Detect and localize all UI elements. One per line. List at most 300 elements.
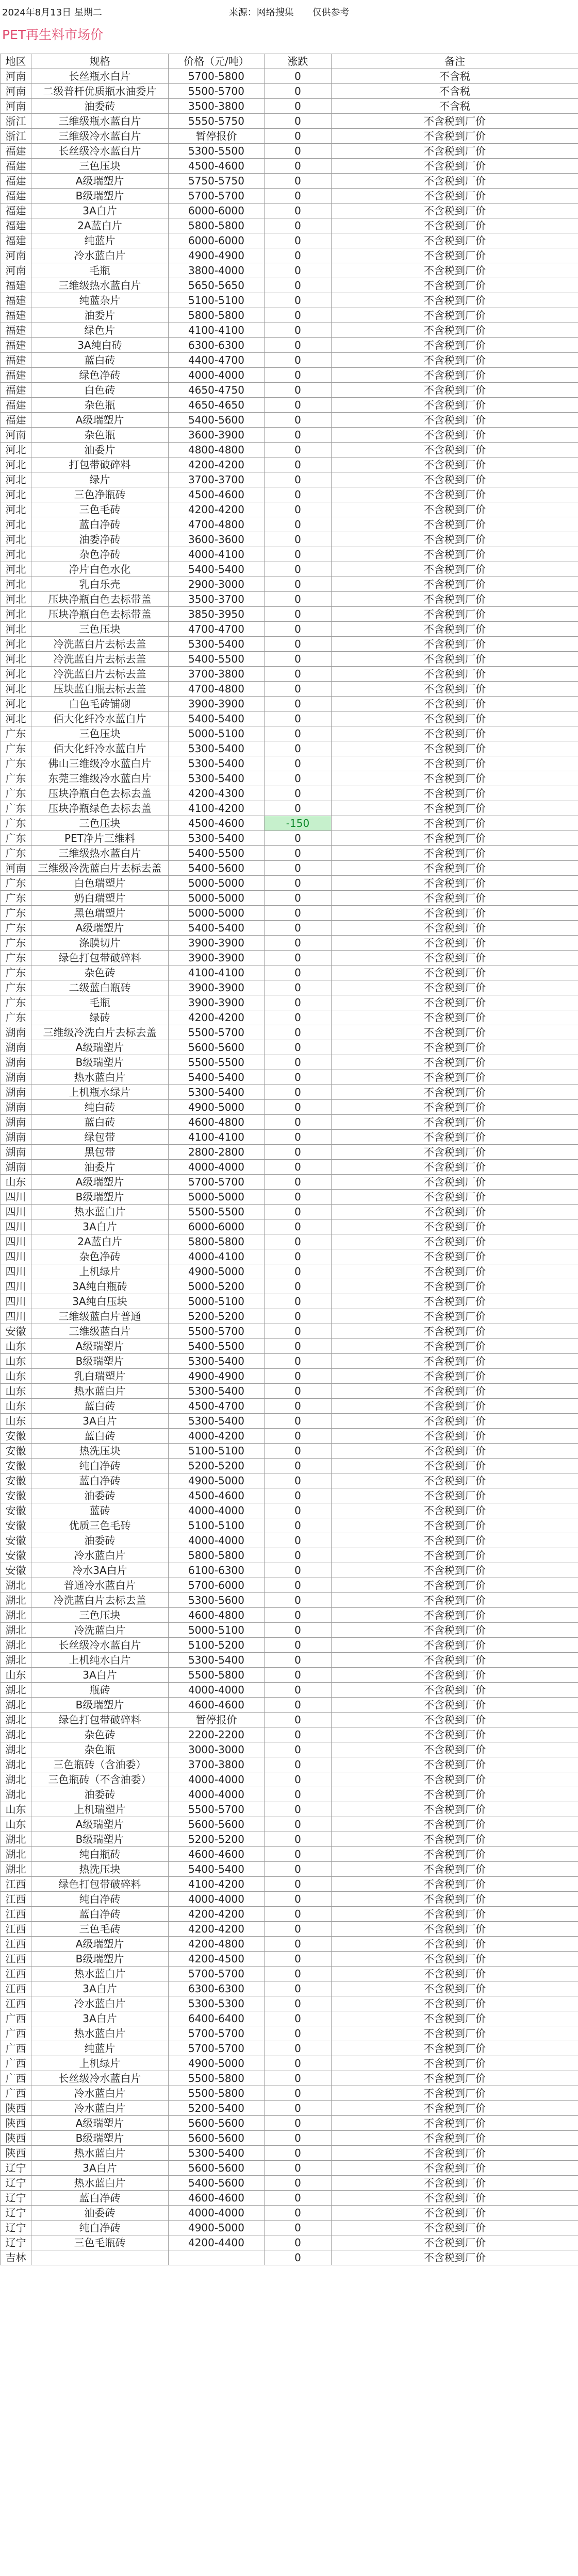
cell-spec: 2A蓝白片 xyxy=(31,1234,169,1249)
cell-region: 山东 xyxy=(1,1817,31,1832)
cell-change: 0 xyxy=(265,1548,332,1563)
cell-region: 浙江 xyxy=(1,114,31,129)
table-row xyxy=(1,1429,578,1444)
cell-region: 湖北 xyxy=(1,1608,31,1623)
cell-region: 河南 xyxy=(1,84,31,99)
table-row xyxy=(1,1414,578,1429)
cell-note: 不含税到厂价 xyxy=(332,1100,578,1115)
cell-change: 0 xyxy=(265,622,332,637)
cell-note: 不含税到厂价 xyxy=(332,2250,578,2265)
cell-region: 河北 xyxy=(1,607,31,622)
cell-price: 5000-5100 xyxy=(169,1294,265,1309)
cell-region: 广东 xyxy=(1,921,31,936)
cell-note: 不含税到厂价 xyxy=(332,1369,578,1384)
cell-spec: 二级普杆优质瓶水油委片 xyxy=(31,84,169,99)
cell-region: 湖南 xyxy=(1,1025,31,1040)
cell-change: 0 xyxy=(265,472,332,487)
cell-change: 0 xyxy=(265,2250,332,2265)
table-row xyxy=(1,2071,578,2086)
table-row xyxy=(1,1354,578,1369)
cell-spec: 绿包带 xyxy=(31,1130,169,1145)
cell-price: 4200-4200 xyxy=(169,1010,265,1025)
cell-spec: 净片白色水化 xyxy=(31,562,169,577)
table-row xyxy=(1,457,578,472)
table-row xyxy=(1,368,578,383)
table-row xyxy=(1,1294,578,1309)
cell-note: 不含税到厂价 xyxy=(332,1742,578,1757)
cell-spec: A级瑞塑片 xyxy=(31,921,169,936)
header-change: 涨跌 xyxy=(265,54,332,69)
table-row xyxy=(1,1981,578,1996)
cell-note: 不含税到厂价 xyxy=(332,1698,578,1713)
cell-spec: 三维级冷洗蓝白片去标去盖 xyxy=(31,861,169,876)
cell-spec: 长丝级冷水蓝白片 xyxy=(31,2071,169,2086)
cell-price: 5000-5000 xyxy=(169,891,265,906)
cell-spec: 乳白瑞塑片 xyxy=(31,1369,169,1384)
table-row xyxy=(1,1369,578,1384)
cell-region: 吉林 xyxy=(1,2250,31,2265)
cell-spec: 三色压块 xyxy=(31,816,169,831)
cell-note: 不含税到厂价 xyxy=(332,1862,578,1877)
table-row xyxy=(1,592,578,607)
cell-spec: 压块净瓶白色去标带盖 xyxy=(31,592,169,607)
cell-spec: 奶白瑞塑片 xyxy=(31,891,169,906)
price-table xyxy=(0,54,578,2265)
cell-note: 不含税到厂价 xyxy=(332,980,578,995)
cell-note: 不含税到厂价 xyxy=(332,1444,578,1459)
cell-change: 0 xyxy=(265,1503,332,1518)
table-row xyxy=(1,1444,578,1459)
cell-region: 四川 xyxy=(1,1294,31,1309)
cell-spec: 杂色砖 xyxy=(31,1727,169,1742)
cell-price: 5100-5100 xyxy=(169,1444,265,1459)
cell-spec: A级瑞塑片 xyxy=(31,413,169,428)
page-title: PET再生料市场价 xyxy=(2,27,104,42)
table-row xyxy=(1,1563,578,1578)
cell-region: 江西 xyxy=(1,1892,31,1907)
cell-region: 广东 xyxy=(1,1010,31,1025)
cell-note: 不含税到厂价 xyxy=(332,1145,578,1160)
cell-note: 不含税到厂价 xyxy=(332,457,578,472)
cell-price: 5000-5200 xyxy=(169,1279,265,1294)
cell-price: 4500-4600 xyxy=(169,816,265,831)
table-row xyxy=(1,532,578,547)
cell-region: 福建 xyxy=(1,353,31,368)
cell-region: 广西 xyxy=(1,2041,31,2056)
cell-price: 5300-5300 xyxy=(169,1996,265,2011)
cell-change: 0 xyxy=(265,1459,332,1473)
cell-change: 0 xyxy=(265,980,332,995)
cell-price: 5750-5750 xyxy=(169,174,265,189)
cell-spec: 纯白瓶砖 xyxy=(31,1847,169,1862)
cell-region: 广西 xyxy=(1,2026,31,2041)
cell-region: 江西 xyxy=(1,1996,31,2011)
cell-spec: 热洗压块 xyxy=(31,1444,169,1459)
table-row xyxy=(1,1742,578,1757)
table-row xyxy=(1,443,578,457)
cell-region: 辽宁 xyxy=(1,2235,31,2250)
table-row xyxy=(1,562,578,577)
cell-change: 0 xyxy=(265,1937,332,1952)
cell-change: 0 xyxy=(265,2026,332,2041)
cell-change: 0 xyxy=(265,801,332,816)
table-row xyxy=(1,398,578,413)
cell-change: 0 xyxy=(265,1488,332,1503)
cell-spec: 3A白片 xyxy=(31,1668,169,1683)
cell-change: 0 xyxy=(265,1100,332,1115)
cell-price: 5500-5700 xyxy=(169,1324,265,1339)
cell-change: 0 xyxy=(265,876,332,891)
cell-spec: 油委砖 xyxy=(31,2206,169,2221)
cell-change: 0 xyxy=(265,1907,332,1922)
cell-change: 0 xyxy=(265,846,332,861)
table-row xyxy=(1,293,578,308)
cell-price: 4100-4200 xyxy=(169,801,265,816)
table-row xyxy=(1,1892,578,1907)
table-row xyxy=(1,204,578,218)
table-row xyxy=(1,69,578,84)
cell-spec: 3A白片 xyxy=(31,1414,169,1429)
cell-note: 不含税到厂价 xyxy=(332,995,578,1010)
cell-note: 不含税到厂价 xyxy=(332,1683,578,1698)
cell-note: 不含税 xyxy=(332,84,578,99)
cell-price: 4200-4200 xyxy=(169,457,265,472)
cell-region: 湖南 xyxy=(1,1040,31,1055)
cell-region: 四川 xyxy=(1,1249,31,1264)
cell-region: 福建 xyxy=(1,278,31,293)
cell-spec: 热水蓝白片 xyxy=(31,2176,169,2191)
cell-region: 陕西 xyxy=(1,2101,31,2116)
cell-change: 0 xyxy=(265,338,332,353)
cell-price: 5000-5000 xyxy=(169,906,265,921)
cell-change: 0 xyxy=(265,1070,332,1085)
cell-spec: B级瑞塑片 xyxy=(31,189,169,204)
cell-spec: 杂色瓶 xyxy=(31,398,169,413)
cell-price: 4800-4800 xyxy=(169,443,265,457)
cell-change: 0 xyxy=(265,1817,332,1832)
cell-note: 不含税到厂价 xyxy=(332,2056,578,2071)
table-row xyxy=(1,114,578,129)
cell-spec: 佰大化纤冷水蓝白片 xyxy=(31,741,169,756)
cell-spec: 纯蓝片 xyxy=(31,2041,169,2056)
cell-note: 不含税到厂价 xyxy=(332,1473,578,1488)
cell-price: 5700-5700 xyxy=(169,2041,265,2056)
cell-change: 0 xyxy=(265,1742,332,1757)
cell-note: 不含税到厂价 xyxy=(332,1249,578,1264)
cell-region: 安徽 xyxy=(1,1518,31,1533)
cell-price: 5500-5500 xyxy=(169,1055,265,1070)
cell-price: 4900-5000 xyxy=(169,2221,265,2235)
cell-region: 四川 xyxy=(1,1234,31,1249)
cell-price: 4200-4400 xyxy=(169,2235,265,2250)
cell-price: 3900-3900 xyxy=(169,697,265,711)
cell-price: 3850-3950 xyxy=(169,607,265,622)
cell-spec: 三色毛砖 xyxy=(31,502,169,517)
cell-note: 不含税到厂价 xyxy=(332,517,578,532)
cell-spec: 油委片 xyxy=(31,308,169,323)
cell-region: 河北 xyxy=(1,502,31,517)
cell-price: 6100-6300 xyxy=(169,1563,265,1578)
cell-note: 不含税到厂价 xyxy=(332,1967,578,1981)
cell-spec: 三维级冷水蓝白片 xyxy=(31,129,169,144)
table-row xyxy=(1,652,578,667)
cell-note: 不含税到厂价 xyxy=(332,1488,578,1503)
cell-region: 河北 xyxy=(1,577,31,592)
cell-price: 4000-4000 xyxy=(169,368,265,383)
cell-change: 0 xyxy=(265,114,332,129)
cell-region: 四川 xyxy=(1,1264,31,1279)
cell-note: 不含税到厂价 xyxy=(332,204,578,218)
cell-spec: 2A蓝白片 xyxy=(31,218,169,233)
cell-spec: 纯白净砖 xyxy=(31,1459,169,1473)
cell-spec: 纯蓝杂片 xyxy=(31,293,169,308)
table-row xyxy=(1,248,578,263)
cell-note: 不含税到厂价 xyxy=(332,577,578,592)
cell-region: 河北 xyxy=(1,622,31,637)
cell-price: 5700-5800 xyxy=(169,69,265,84)
cell-region: 四川 xyxy=(1,1219,31,1234)
table-row xyxy=(1,1862,578,1877)
cell-change: 0 xyxy=(265,1264,332,1279)
cell-change: 0 xyxy=(265,517,332,532)
cell-change: 0 xyxy=(265,1473,332,1488)
cell-price: 4700-4800 xyxy=(169,517,265,532)
cell-spec: 冷水蓝白片 xyxy=(31,248,169,263)
cell-region: 安徽 xyxy=(1,1533,31,1548)
cell-note: 不含税到厂价 xyxy=(332,159,578,174)
cell-note: 不含税到厂价 xyxy=(332,2191,578,2206)
cell-region: 四川 xyxy=(1,1205,31,1219)
cell-price: 3900-3900 xyxy=(169,951,265,965)
cell-spec: 压块净瓶白色去标带盖 xyxy=(31,607,169,622)
cell-price: 5500-5800 xyxy=(169,2071,265,2086)
cell-price: 5300-5400 xyxy=(169,831,265,846)
cell-note: 不含税到厂价 xyxy=(332,353,578,368)
cell-note: 不含税到厂价 xyxy=(332,1787,578,1802)
cell-note: 不含税到厂价 xyxy=(332,1832,578,1847)
cell-price: 5400-5600 xyxy=(169,861,265,876)
cell-region: 河北 xyxy=(1,472,31,487)
cell-region: 广东 xyxy=(1,936,31,951)
cell-price: 4600-4800 xyxy=(169,1608,265,1623)
cell-note: 不含税到厂价 xyxy=(332,652,578,667)
cell-spec: 上机瑞塑片 xyxy=(31,1802,169,1817)
cell-note: 不含税到厂价 xyxy=(332,2041,578,2056)
cell-change: 0 xyxy=(265,1160,332,1175)
cell-price: 5600-5600 xyxy=(169,2131,265,2146)
cell-note: 不含税到厂价 xyxy=(332,472,578,487)
cell-change: 0 xyxy=(265,174,332,189)
cell-change: 0 xyxy=(265,1578,332,1593)
table-row xyxy=(1,1638,578,1653)
table-row xyxy=(1,682,578,697)
cell-price: 4000-4000 xyxy=(169,1772,265,1787)
cell-change: 0 xyxy=(265,1698,332,1713)
cell-spec: 压块净瓶绿色去标去盖 xyxy=(31,801,169,816)
cell-change: 0 xyxy=(265,189,332,204)
cell-spec: 三色压块 xyxy=(31,159,169,174)
cell-change: 0 xyxy=(265,2146,332,2161)
cell-change: 0 xyxy=(265,353,332,368)
cell-price: 5400-5400 xyxy=(169,1070,265,1085)
cell-spec: 白色砖 xyxy=(31,383,169,398)
cell-spec: 蓝白净砖 xyxy=(31,1473,169,1488)
cell-region: 山东 xyxy=(1,1354,31,1369)
cell-region: 广东 xyxy=(1,995,31,1010)
cell-price: 4200-4800 xyxy=(169,1937,265,1952)
table-row xyxy=(1,786,578,801)
cell-region: 广东 xyxy=(1,786,31,801)
cell-note: 不含税到厂价 xyxy=(332,1339,578,1354)
cell-change: 0 xyxy=(265,741,332,756)
cell-spec: 绿色打包带破碎料 xyxy=(31,1713,169,1727)
cell-change: 0 xyxy=(265,1533,332,1548)
cell-spec: 热水蓝白片 xyxy=(31,2146,169,2161)
cell-spec: B级瑞塑片 xyxy=(31,1832,169,1847)
cell-note: 不含税到厂价 xyxy=(332,1638,578,1653)
cell-spec: 三维级蓝白片 xyxy=(31,1324,169,1339)
cell-price: 4000-4100 xyxy=(169,1249,265,1264)
cell-change: 0 xyxy=(265,248,332,263)
cell-change: 0 xyxy=(265,1952,332,1967)
cell-note: 不含税到厂价 xyxy=(332,667,578,682)
cell-price: 暂停报价 xyxy=(169,129,265,144)
cell-change: 0 xyxy=(265,1892,332,1907)
table-row xyxy=(1,1205,578,1219)
cell-price: 5000-5100 xyxy=(169,726,265,741)
cell-price: 5500-5800 xyxy=(169,1668,265,1683)
cell-price: 5400-5600 xyxy=(169,2176,265,2191)
cell-change: 0 xyxy=(265,1309,332,1324)
cell-region: 江西 xyxy=(1,1877,31,1892)
cell-change: 0 xyxy=(265,144,332,159)
cell-spec: 佰大化纤冷水蓝白片 xyxy=(31,711,169,726)
table-row xyxy=(1,233,578,248)
table-row xyxy=(1,1548,578,1563)
cell-note: 不含税到厂价 xyxy=(332,1922,578,1937)
cell-change: 0 xyxy=(265,1145,332,1160)
table-row xyxy=(1,667,578,682)
cell-change: 0 xyxy=(265,1055,332,1070)
cell-region: 河北 xyxy=(1,682,31,697)
cell-spec: 三维级热水蓝白片 xyxy=(31,846,169,861)
table-row xyxy=(1,816,578,831)
cell-change: 0 xyxy=(265,1175,332,1190)
table-row xyxy=(1,1668,578,1683)
cell-region: 辽宁 xyxy=(1,2206,31,2221)
cell-note: 不含税到厂价 xyxy=(332,1623,578,1638)
cell-note: 不含税到厂价 xyxy=(332,1548,578,1563)
cell-price: 5400-5500 xyxy=(169,1339,265,1354)
cell-note: 不含税到厂价 xyxy=(332,2176,578,2191)
cell-price: 5100-5100 xyxy=(169,1518,265,1533)
cell-change: 0 xyxy=(265,1757,332,1772)
cell-region: 湖南 xyxy=(1,1145,31,1160)
cell-note: 不含税到厂价 xyxy=(332,443,578,457)
cell-price: 5400-5400 xyxy=(169,921,265,936)
cell-note: 不含税到厂价 xyxy=(332,1952,578,1967)
cell-region: 四川 xyxy=(1,1279,31,1294)
cell-region: 河北 xyxy=(1,532,31,547)
table-row xyxy=(1,995,578,1010)
cell-spec: 热水蓝白片 xyxy=(31,1205,169,1219)
cell-note: 不含税到厂价 xyxy=(332,1817,578,1832)
cell-spec: 黑色瑞塑片 xyxy=(31,906,169,921)
table-row xyxy=(1,263,578,278)
cell-price: 4650-4750 xyxy=(169,383,265,398)
cell-change: 0 xyxy=(265,1339,332,1354)
cell-region: 广西 xyxy=(1,2086,31,2101)
cell-change: 0 xyxy=(265,951,332,965)
cell-price: 3000-3000 xyxy=(169,1742,265,1757)
cell-change: 0 xyxy=(265,1414,332,1429)
cell-price: 5700-5700 xyxy=(169,2026,265,2041)
cell-spec: 上机瓶水绿片 xyxy=(31,1085,169,1100)
cell-price: 4200-4200 xyxy=(169,1922,265,1937)
cell-note: 不含税到厂价 xyxy=(332,1847,578,1862)
table-row xyxy=(1,1608,578,1623)
cell-region: 江西 xyxy=(1,1952,31,1967)
cell-change: 0 xyxy=(265,2176,332,2191)
cell-change: 0 xyxy=(265,1981,332,1996)
table-row xyxy=(1,2191,578,2206)
cell-spec: 3A纯白压块 xyxy=(31,1294,169,1309)
cell-note: 不含税到厂价 xyxy=(332,248,578,263)
table-row xyxy=(1,906,578,921)
cell-price: 3700-3800 xyxy=(169,1757,265,1772)
cell-note: 不含税到厂价 xyxy=(332,2235,578,2250)
table-row xyxy=(1,338,578,353)
cell-price: 5000-5000 xyxy=(169,1190,265,1205)
cell-price: 3500-3800 xyxy=(169,99,265,114)
cell-price: 4100-4200 xyxy=(169,1877,265,1892)
cell-region: 山东 xyxy=(1,1668,31,1683)
cell-note: 不含税到厂价 xyxy=(332,114,578,129)
cell-spec: 绿色净砖 xyxy=(31,368,169,383)
cell-change: 0 xyxy=(265,1384,332,1399)
cell-note: 不含税到厂价 xyxy=(332,144,578,159)
table-row xyxy=(1,1832,578,1847)
table-row xyxy=(1,1937,578,1952)
cell-note: 不含税到厂价 xyxy=(332,1115,578,1130)
table-row xyxy=(1,1160,578,1175)
cell-region: 辽宁 xyxy=(1,2176,31,2191)
cell-note: 不含税到厂价 xyxy=(332,1130,578,1145)
cell-price: 4900-5000 xyxy=(169,1473,265,1488)
cell-change: 0 xyxy=(265,1638,332,1653)
cell-change: 0 xyxy=(265,293,332,308)
cell-change: 0 xyxy=(265,1444,332,1459)
cell-change: 0 xyxy=(265,1727,332,1742)
table-row xyxy=(1,1473,578,1488)
cell-price: 4000-4000 xyxy=(169,1503,265,1518)
cell-change: 0 xyxy=(265,1653,332,1668)
table-row xyxy=(1,1877,578,1892)
header-note: 备注 xyxy=(332,54,578,69)
cell-note: 不含税到厂价 xyxy=(332,711,578,726)
cell-region: 安徽 xyxy=(1,1429,31,1444)
cell-change: 0 xyxy=(265,383,332,398)
cell-spec: 蓝白净砖 xyxy=(31,2191,169,2206)
cell-note: 不含税到厂价 xyxy=(332,876,578,891)
table-row xyxy=(1,965,578,980)
table-row xyxy=(1,189,578,204)
cell-price: 4600-4600 xyxy=(169,1847,265,1862)
cell-change: 0 xyxy=(265,2116,332,2131)
table-row xyxy=(1,1727,578,1742)
cell-spec: 蓝白砖 xyxy=(31,1429,169,1444)
cell-spec: 绿色片 xyxy=(31,323,169,338)
